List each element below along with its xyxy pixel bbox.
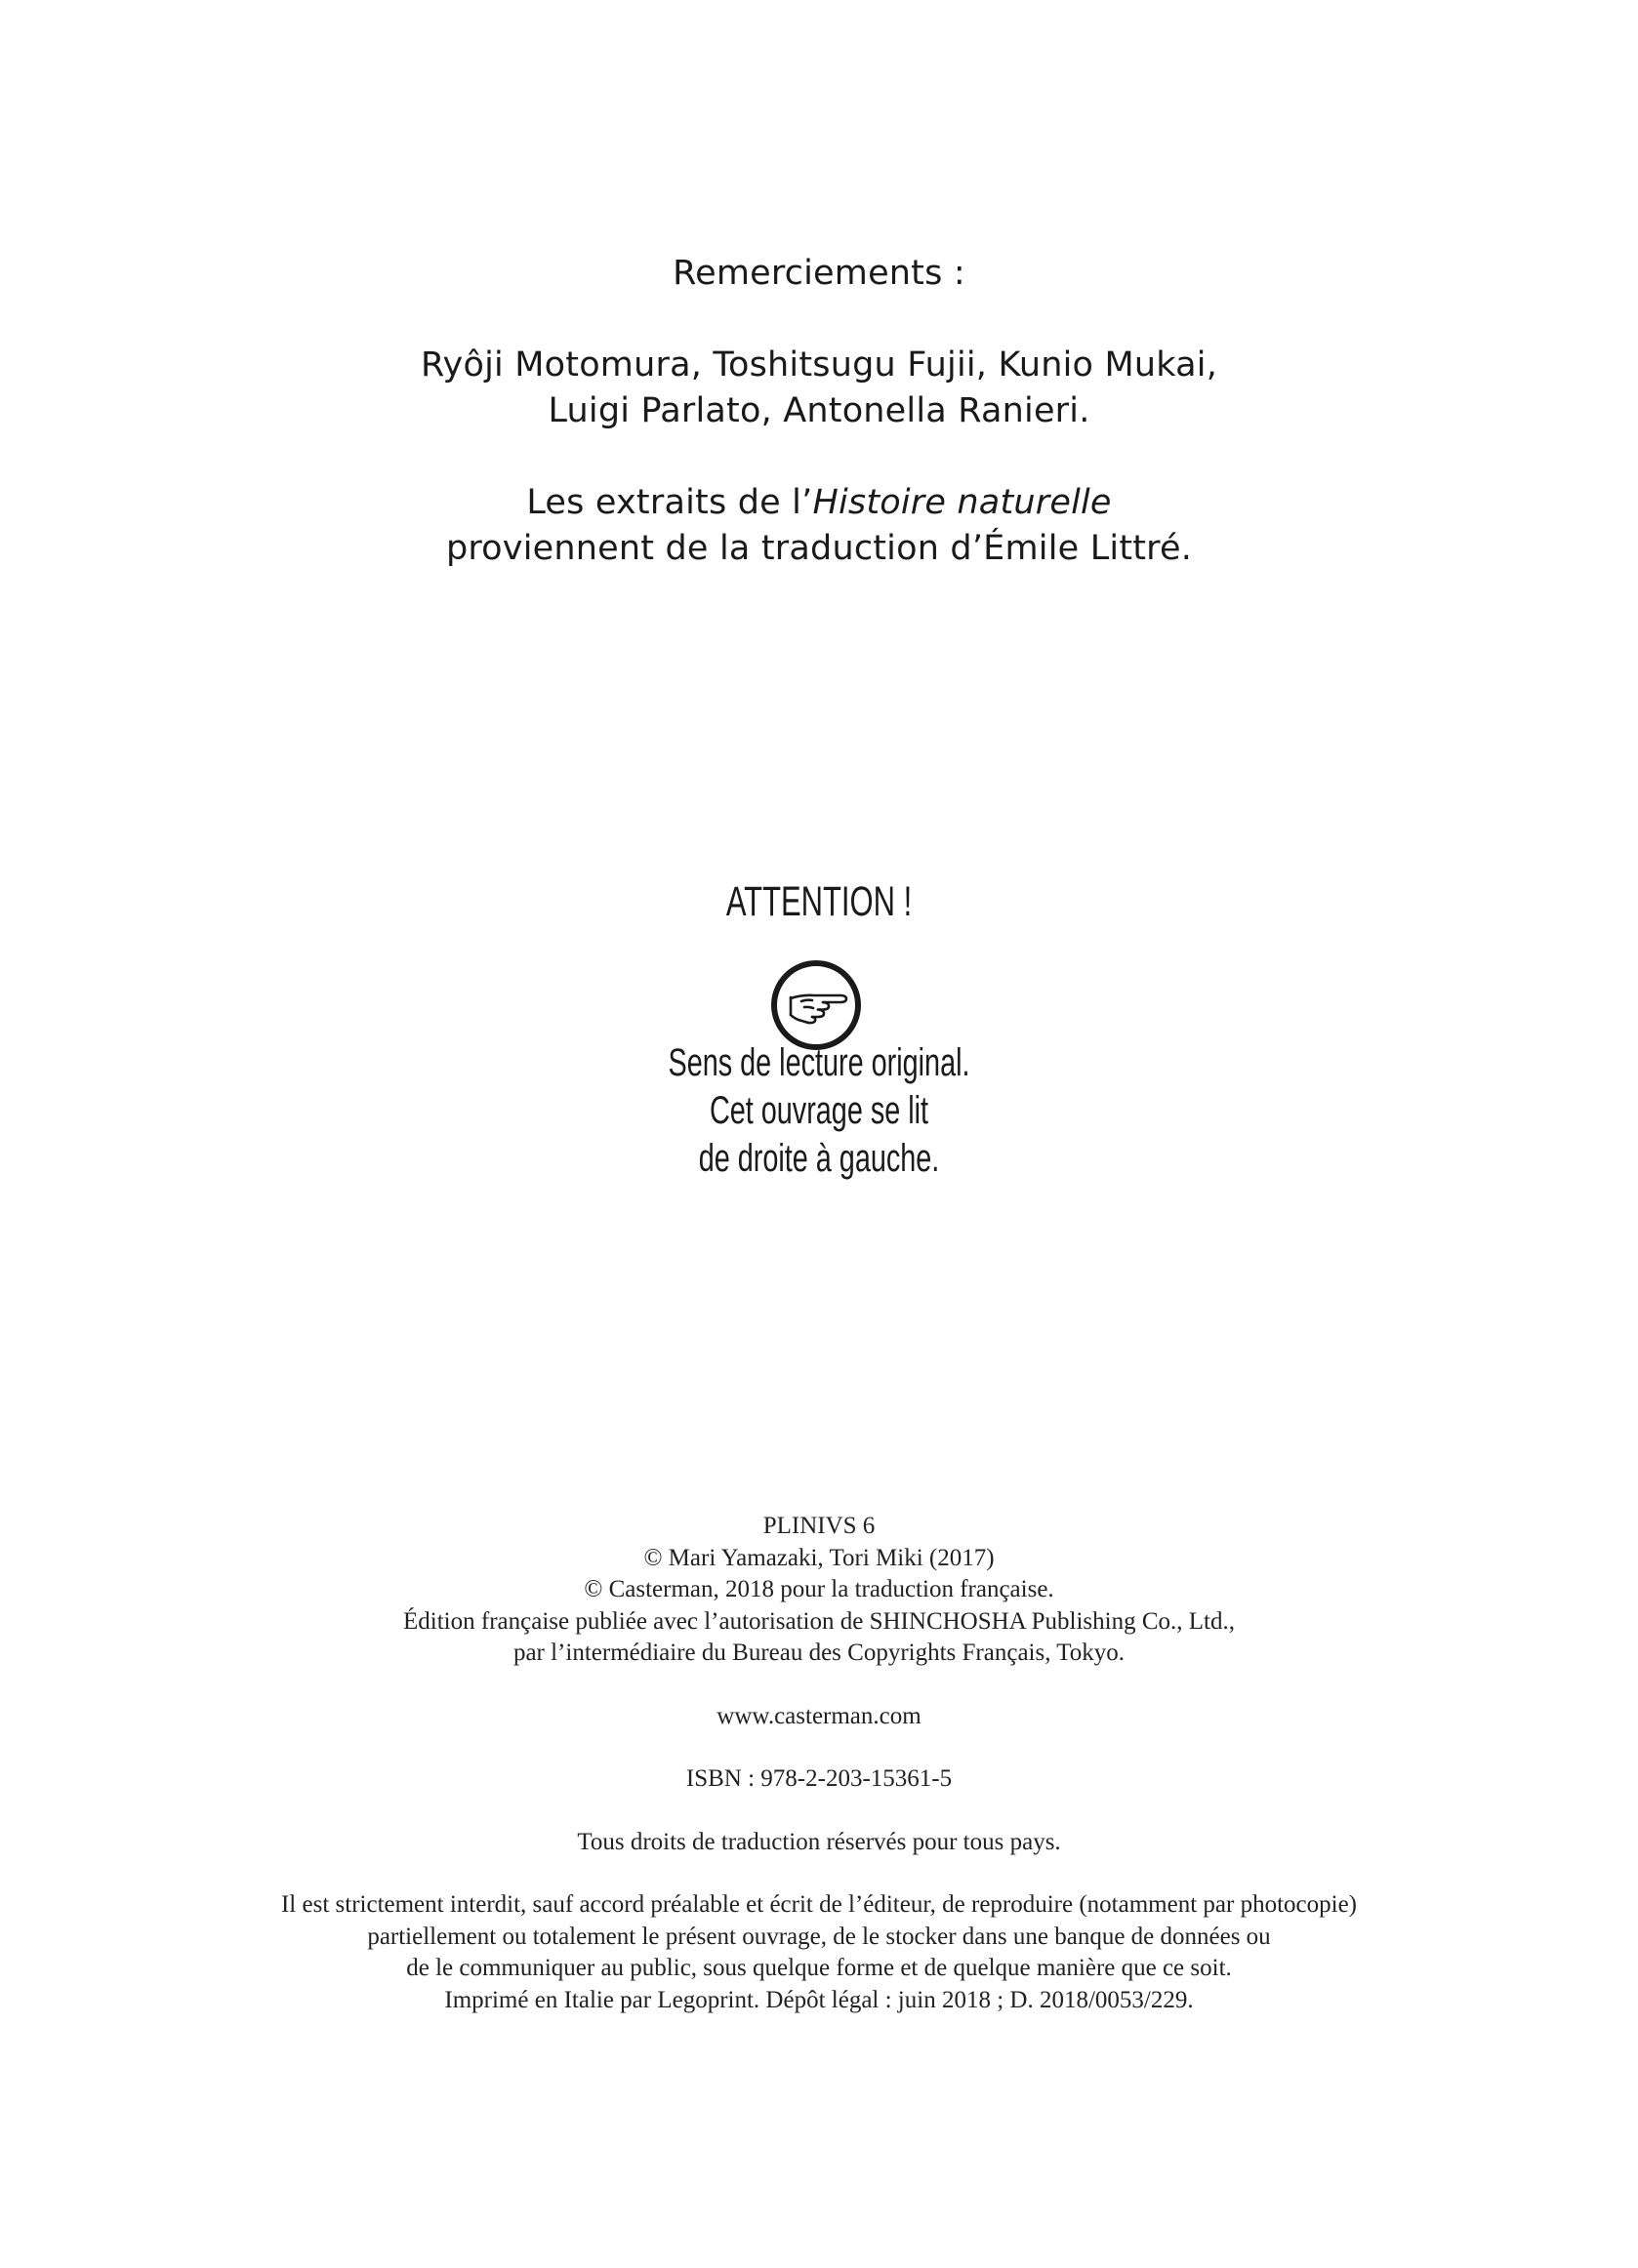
acknowledgements-block [0, 251, 1638, 572]
isbn: ISBN : 978-2-203-15361-5 [685, 1765, 953, 1792]
website-link[interactable]: www.casterman.com [717, 1702, 921, 1729]
pointing-hand-icon [769, 958, 863, 1052]
legal-line3: de le communiquer au public, sous quelque forme et de quelque manière que ce soit. [406, 1955, 1232, 1981]
legal-line1: Il est strictement interdit, sauf accord préalable et écrit de l’éditeur, de reproduire (notamment par photocopie) [280, 1891, 1357, 1918]
attention-line2: Cet ouvrage se lit [709, 1089, 929, 1132]
edition-line1: Édition française publiée avec l’autorisation de SHINCHOSHA Publishing Co., Ltd., [403, 1607, 1235, 1635]
legal-line2: partiellement ou totalement le présent ouvrage, de le stocker dans une banque de données ou [367, 1923, 1271, 1950]
acknowledgements-names-line2: Luigi Parlato, Antonella Ranieri. [548, 391, 1090, 430]
colophon-title: PLINIVS 6 [762, 1513, 876, 1539]
attention-line1: Sens de lecture original. [668, 1041, 970, 1084]
attention-line3: de droite à gauche. [698, 1137, 940, 1180]
printing-notice: Imprimé en Italie par Legoprint. Dépôt légal : juin 2018 ; D. 2018/0053/229. [444, 1986, 1194, 2013]
colophon-block [0, 1511, 1638, 2016]
copyright-authors: © Mari Yamazaki, Tori Miki (2017) [643, 1544, 995, 1571]
acknowledgements-names-line1: Ryôji Motomura, Toshitsugu Fujii, Kunio Mukai, [420, 345, 1218, 385]
excerpt-prefix: Les extraits de l’ [526, 483, 813, 522]
copyright-publisher: © Casterman, 2018 pour la traduction française. [584, 1576, 1054, 1602]
attention-title: ATTENTION ! [725, 878, 913, 925]
rights-notice: Tous droits de traduction réservés pour tous pays. [577, 1828, 1061, 1855]
acknowledgements-heading: Remerciements : [673, 254, 965, 293]
excerpt-title: Histoire naturelle [812, 483, 1112, 522]
excerpt-line2: proviennent de la traduction d’Émile Littré. [445, 529, 1193, 568]
excerpt-line1 [0, 480, 1638, 526]
attention-text [229, 1039, 1409, 1183]
edition-line2: par l’intermédiaire du Bureau des Copyrights Français, Tokyo. [512, 1640, 1126, 1666]
